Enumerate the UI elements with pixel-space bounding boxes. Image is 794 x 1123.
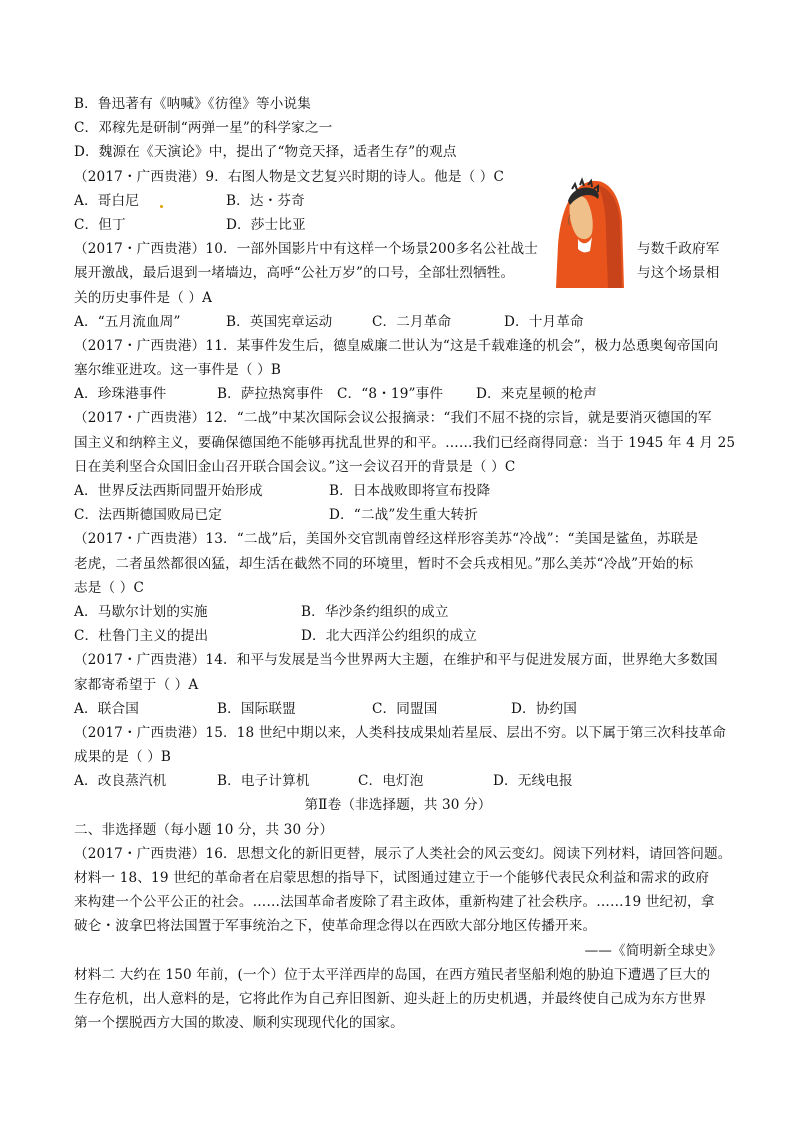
q10-text-a: （2017・广西贵港）10．一部外国影片中有这样一个场景200多名公社战士 [74, 241, 539, 258]
q13-option-b: B．华沙条约组织的成立 [301, 603, 449, 620]
section-2-heading: 二、非选择题（每小题 10 分，共 30 分） [74, 821, 334, 838]
question-12-line1: （2017・广西贵港）12．“二战”中某次国际会议公报摘录：“我们不屈不挠的宗旨，就是要消灭德国的军 [74, 410, 712, 427]
dante-portrait-image [548, 175, 626, 288]
stray-mark [160, 205, 163, 208]
q9-option-b: B．达・芬奇 [226, 192, 305, 209]
q13-option-c: C．杜鲁门主义的提出 [74, 628, 209, 645]
question-11-line2: 塞尔维亚进攻。这一事件是（ ）B [74, 362, 282, 379]
question-12-line3: 日在美利坚合众国旧金山召开联合国会议。”这一会议召开的背景是（ ）C [74, 458, 516, 475]
material-1-line2: 来构建一个公平公正的社会。……法国革命者废除了君主政体，重新构建了社会秩序。……19 世纪初，拿 [74, 894, 715, 911]
q15-option-c: C．电灯泡 [358, 773, 424, 790]
q14-option-c: C．同盟国 [372, 700, 438, 717]
q10-options [74, 310, 722, 334]
q13-option-a: A．马歇尔计划的实施 [74, 603, 208, 620]
question-9: （2017・广西贵港）9．右图人物是文艺复兴时期的诗人。他是（ ）C [74, 168, 505, 185]
question-13-line2: 老虎，二者虽然都很凶猛，却生活在截然不同的环境里，暂时不会兵戎相见。”那么美苏“冷战”开始的标 [74, 555, 694, 572]
q12-option-b: B．日本战败即将宣布投降 [329, 483, 491, 499]
q15-option-d: D．无线电报 [493, 773, 573, 790]
q15-options [74, 769, 722, 793]
option-line: C．邓稼先是研制“两弹一星”的科学家之一 [74, 120, 333, 137]
question-15-line2: 成果的是（ ）B [74, 749, 172, 766]
q12-option-c: C．法西斯德国败局已定 [74, 507, 222, 524]
q12-option-a: A．世界反法西斯同盟开始形成 [74, 483, 263, 499]
q11-options [74, 382, 722, 406]
question-10-line3: 关的历史事件是（ ）A [74, 289, 213, 306]
q10-text-c: 展开激战，最后退到一堵墙边，高呼“公社万岁”的口号，全部壮烈牺牲。 [74, 265, 515, 282]
question-13-line1: （2017・广西贵港）13．“二战”后，美国外交官凯南曾经这样形容美苏“冷战”：“美国是鲨鱼，苏联是 [74, 531, 699, 548]
question-12-line2: 国主义和纳粹主义，要确保德国绝不能够再扰乱世界的和平。……我们已经商得同意：当于 1945 年 4 月 25 [74, 434, 736, 451]
question-14-line2: 家都寄希望于（ ）A [74, 676, 199, 693]
material-2-line1: 材料二 大约在 150 年前，(一个）位于太平洋西岸的岛国，在西方殖民者坚船利炮的胁迫下遭遇了巨大的 [74, 966, 711, 983]
q15-option-a: A．改良蒸汽机 [74, 773, 167, 790]
question-14-line1: （2017・广西贵港）14．和平与发展是当今世界两大主题，在维护和平与促进发展方面，世界绝大多数国 [74, 652, 718, 669]
q13-options [74, 600, 722, 624]
q14-option-b: B．国际联盟 [217, 700, 296, 717]
q14-option-d: D．协约国 [511, 700, 578, 717]
q10-option-d: D．十月革命 [504, 313, 584, 330]
q9-option-c: C．但丁 [74, 216, 126, 233]
material-2-line3: 第一个摆脱西方大国的欺凌、顺利实现现代化的国家。 [74, 1015, 404, 1032]
option-line: D．魏源在《天演论》中，提出了“物竞天择，适者生存”的观点 [74, 144, 457, 161]
material-1-line3: 破仑・波拿巴将法国置于军事统治之下，使革命理念得以在西欧大部分地区传播开来。 [74, 918, 597, 935]
q10-option-b: B．英国宪章运动 [226, 313, 333, 330]
q15-option-b: B．电子计算机 [217, 773, 310, 790]
q11-option-d: D．来克星顿的枪声 [476, 386, 597, 403]
q13-options-2 [74, 624, 722, 648]
question-16-line1: （2017・广西贵港）16．思想文化的新旧更替，展示了人类社会的风云变幻。阅读下列材料，请回答问题。 [74, 845, 732, 862]
q10-text-d: 与这个场景相 [637, 265, 720, 282]
q11-option-a: A．珍珠港事件 [74, 386, 167, 403]
q9-option-d: D．莎士比亚 [226, 216, 306, 233]
q12-option-d: D．“二战”发生重大转折 [329, 507, 478, 524]
option-line: B．鲁迅著有《呐喊》《彷徨》等小说集 [74, 96, 311, 112]
volume-2-heading: 第Ⅱ卷（非选择题，共 30 分） [304, 797, 492, 814]
q9-option-a: A．哥白尼 [74, 192, 139, 209]
q11-option-b: B．萨拉热窝事件 [217, 386, 324, 403]
q12-options-2 [74, 503, 722, 527]
q12-options [74, 479, 722, 503]
material-2-line2: 生存危机，出人意料的是，它将此作为自己弃旧图新、迎头赶上的历史机遇，并最终使自己成为东方世界 [74, 990, 707, 1007]
q14-options [74, 697, 722, 721]
q10-option-c: C．二月革命 [372, 313, 452, 330]
question-11-line1: （2017・广西贵港）11．某事件发生后，德皇威廉二世认为“这是千载难逢的机会”，极力怂恿奥匈帝国向 [74, 337, 719, 354]
q10-text-b: 与数千政府军 [637, 241, 720, 258]
q10-option-a: A．“五月流血周” [74, 313, 181, 330]
q14-option-a: A．联合国 [74, 700, 139, 717]
question-15-line1: （2017・广西贵港）15．18 世纪中期以来，人类科技成果灿若星辰、层出不穷。以下属于第三次科技革命 [74, 724, 727, 741]
question-13-line3: 志是（ ）C [74, 579, 144, 596]
q13-option-d: D．北大西洋公约组织的成立 [301, 628, 477, 645]
q11-option-c: C．“8・19”事件 [337, 386, 444, 403]
material-1-source: ——《简明新全球史》 [584, 942, 722, 959]
material-1-line1: 材料一 18、19 世纪的革命者在启蒙思想的指导下，试图通过建立于一个能够代表民众利益和需求的政府 [74, 870, 710, 886]
